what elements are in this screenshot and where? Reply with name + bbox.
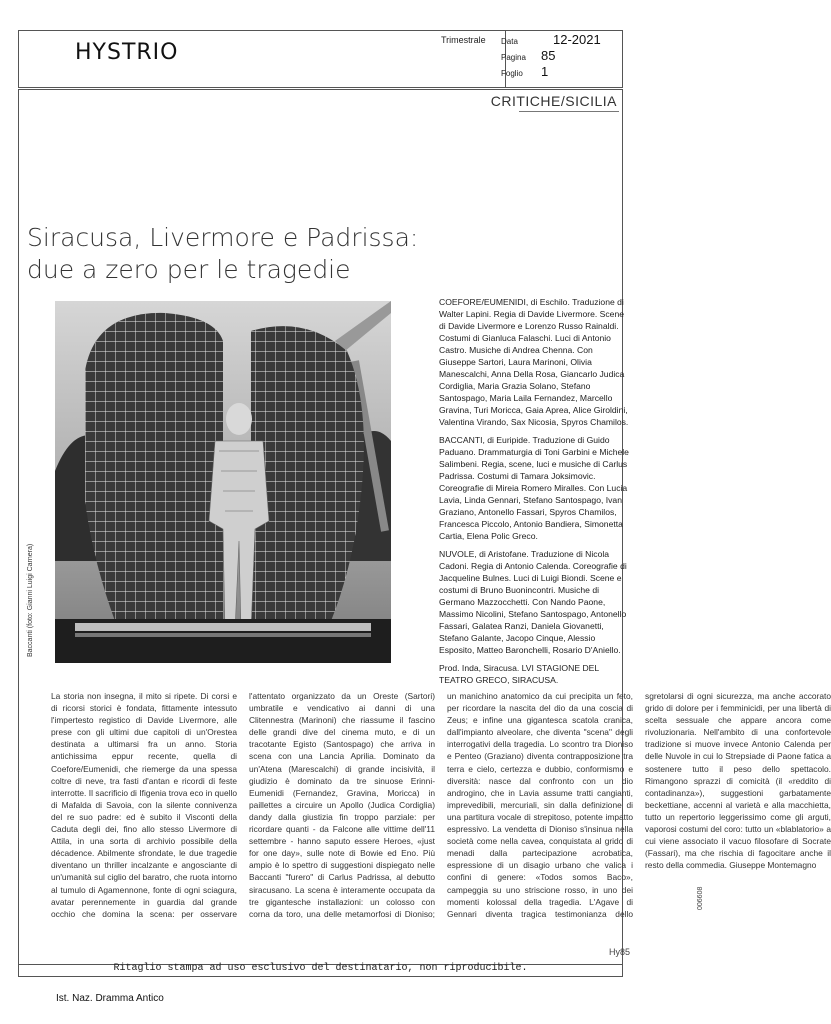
publication-logo: HYSTRIO [75, 40, 179, 65]
stage-photo-drawing [55, 301, 391, 663]
stage-photo [55, 301, 391, 663]
photo-credit-text: Baccanti (foto: Gianni Luigi Carnera) [27, 543, 34, 657]
page-value: 85 [541, 48, 556, 63]
credits-production: Prod. Inda, Siracusa. LVI STAGIONE DEL TEATRO GRECO, SIRACUSA. [439, 663, 599, 685]
section-heading: CRITICHE/SICILIA [490, 93, 617, 109]
sheet-value: 1 [541, 64, 549, 79]
page-mark: Hy85 [609, 947, 631, 957]
title-line-1: Siracusa, Livermore e Padrissa: [27, 223, 419, 252]
credits-baccanti: BACCANTI, di Euripide. Traduzione di Guido Paduano. Drammaturgia di Toni Garbini e Michele Salimbeni. Regia, scene, luci e musiche di Carlus Padrissa. Costumi di Tamara Joksimovic. Coreografie di Mireia Romero Miralles. Con Lucia Lavia, Linda Gennari, Stefano Santospago, Ivan Graziano, Antonello Fassari, Spyros Chamilos, Francesca Piccolo, Antonio Bandiera, Simonetta Cartia, Elena Polic Greco. [439, 435, 629, 541]
article-body-text: La storia non insegna, il mito si ripete. Di corsi e di ricorsi storici è fondata, fittamente intessuto l'impertesto registico di Davide Livermore, alle prese con gli ultimi due capitoli di un'Orestea destinata a ultimarsi fra un anno. Storia antichissima eppur recente, quella di Coefore/Eumenidi, che riemerge da una spessa coltre di neve, tra fasti d'antan e ricordi di feste interrotte. Il sacrificio di Ifigenia trova eco in quello di Mafalda di Savoia, con la silente connivenza del re suo padre: ed è subito il Visconti della Caduta degli dei, fino allo stesso Livermore di Attila, in una sorta di archivio possibile della décadence. Abilmente sfrondate, le due tragedie diventano un thriller incalzante e angosciante di un'umanità sul ciglio del baratro, che ruota intorno al tumulo di Agamennone, fonte di ogni sciagura, avatar perennemente in guardia dal grande occhio che domina la scena: per osservare l'attentato organizzato da un Oreste (Sartori) umbratile e vendicativo ai danni di una Clitennestra (Marinoni) che riassume il fascino delle grandi dive del cinema muto, e di un tracotante Egisto (Santospago) che arriva in scena con una Lancia Aprilia. Dominato da un'Atena (Marescalchi) di grande incisività, il giudizio è dominato da tre sinuose Erinni-Eumenidi (Fernandez, Gravina, Moricca) in paillettes a circuire un Apollo (Judica Cordiglia) dandy dalla giustizia fin troppo parziale: per ricordare quanti - da Falcone alle vittime dell'11 settembre - hanno saputo essere Heroes, «just for one day», sulle note di Bowie ed Eno. Più ampio è lo spettro di suggestioni dispiegato nelle Baccanti "furero" di Carlus Padrissa, al debutto siracusano. La scena è interamente occupata da tre gigantesche installazioni: un colosso con corna da toro, una delle metamorfosi di Dioniso; un manichino anatomico da cui precipita un feto, per ricordare la nascita del dio da una coscia di Zeus; e infine una gigantesca scatola cranica, dall'impianto alveolare, che diventa "scena" degli interrogativi della tragedia. Lo scontro tra Dioniso e Penteo (Graziano) diventa contrapposizione tra terra e cielo, certezza e dubbio, conformismo e diversità: nasce dal confronto con un dio androgino, che in Lavia assume tratti cangianti, imprevedibili, mercuriali, sin dalla definizione di una partitura vocale di strepitoso, potente impatto espressivo. La vendetta di Dioniso s'insinua nella società come nella cavea, conquistata al grido di menadi dalla partecipazione acrobatica, espressione di un disagio urbano che valica i confini di genere: «Todos somos Baco», campeggia su uno striscione rosso, in uno dei momenti kolossal della tragedia. L'Agave di Gennari diventa tragica testimonianza dello sgretolarsi di ogni sicurezza, ma anche accorato grido di dolore per i femminicidi, per una libertà di scelta sessuale che appare ancora come rivoluzionaria. Nell'ambito di una confortevole tradizione si muove invece Antonio Calenda per delle Nuvole in cui lo Strepsiade di Paone fatica a sostenere tutto il peso dello spettacolo. Rimangono sprazzi di comicità (il «reddito di contadinanza»), suggestioni garbatamente beckettiane, accenni al varietà e alla macchietta, tutto un repertorio leggerissimo come gli arguti, vaporosi costumi del coro: tutto un «blablatorio» a cui viene associato il vacuo filosofare di Socrate (Fassari), ma che rischia di fagocitare anche il resto della commedia. Giuseppe Montemagno [51, 691, 831, 919]
credits-coefore: COEFORE/EUMENIDI, di Eschilo. Traduzione di Walter Lapini. Regia di Davide Livermore. Scene di Davide Livermore e Lorenzo Russo Rainaldi. Costumi di Gianluca Falaschi. Luci di Antonio Castro. Musiche di Andrea Chenna. Con Giuseppe Sartori, Laura Marinoni, Olivia Manescalchi, Anna Della Rosa, Giancarlo Judica Cordiglia, Maria Grazia Solano, Stefano Santospago, Maria Laila Fernandez, Marcello Gravina, Turi Moricca, Gaia Aprea, Alice Giroldini, Valentina Virando, Sax Nicosia, Spyros Chamilos. [439, 297, 629, 427]
production-credits [439, 296, 629, 692]
clipping-code [697, 860, 709, 910]
date-label: Data [501, 37, 518, 46]
section-rule [519, 111, 619, 112]
article-title [27, 222, 418, 286]
clipping-code-text: 006608 [697, 886, 704, 910]
photo-credit [27, 527, 41, 657]
periodicity: Trimestrale [441, 35, 486, 45]
page-label: Pagina [501, 53, 526, 62]
reproduction-notice: Ritaglio stampa ad uso esclusivo del destinatario, non riproducibile. [18, 962, 623, 977]
clipping-header [18, 30, 623, 88]
title-line-2: due a zero per le tragedie [27, 255, 351, 284]
source-name: Ist. Naz. Dramma Antico [56, 993, 164, 1004]
date-value: 12-2021 [553, 32, 601, 47]
sheet-label: Foglio [501, 69, 523, 78]
credits-nuvole: NUVOLE, di Aristofane. Traduzione di Nicola Cadoni. Regia di Antonio Calenda. Coreografie di Jacqueline Bulnes. Luci di Luigi Biondi. Scene e costumi di Bruno Buonincontri. Musiche di Germano Mazzocchetti. Con Nando Paone, Massimo Nicolini, Stefano Santospago, Antonello Fassari, Galatea Ranzi, Daniela Giovanetti, Stefano Galante, Jacopo Cinque, Alessio Esposito, Matteo Baronchelli, Rosario D'Aniello. [439, 549, 627, 655]
